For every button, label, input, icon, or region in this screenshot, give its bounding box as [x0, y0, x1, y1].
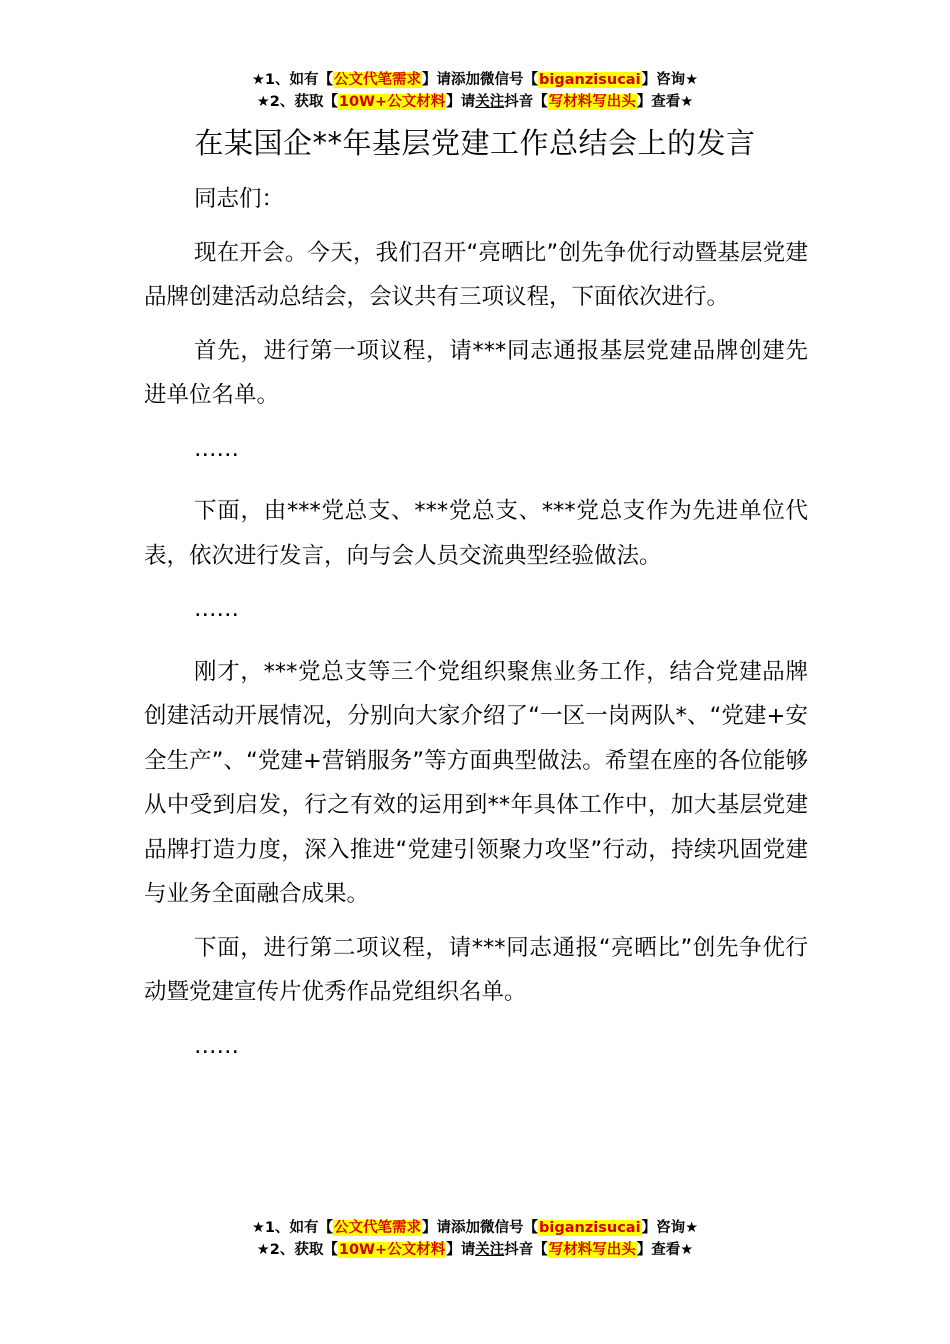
banner-line-2: ★2、获取【10W+公文材料】请关注抖音【写材料写出头】查看★ — [256, 94, 694, 110]
paragraph-agenda-1: 首先，进行第一项议程，请***同志通报基层党建品牌创建先进单位名单。 — [144, 337, 808, 408]
highlight-service: 公文代笔需求 — [334, 72, 422, 88]
footer-highlight-wechat-id: biganzisucai — [539, 1220, 641, 1236]
banner-line-1: ★1、如有【公文代笔需求】请添加微信号【biganzisucai】咨询★ — [251, 72, 699, 88]
paragraph-summary: 刚才，***党总支等三个党组织聚焦业务工作，结合党建品牌创建活动开展情况，分别向大家介绍了“一区一岗两队*、“党建+安全生产”、“党建+营销服务”等方面典型做法。希望在座的各位能够从中受到启发，行之有效的运用到**年具体工作中，加大基层党建品牌打造力度，深入推进“党建引领聚力攻坚”行动，持续巩固党建与业务全面融合成果。 — [144, 658, 808, 907]
footer-banner-line-1: ★1、如有【公文代笔需求】请添加微信号【biganzisucai】咨询★ — [251, 1220, 699, 1236]
document-title: 在某国企**年基层党建工作总结会上的发言 — [194, 126, 756, 160]
document-body — [144, 177, 808, 1086]
paragraph-speeches: 下面，由***党总支、***党总支、***党总支作为先进单位代表，依次进行发言，向与会人员交流典型经验做法。 — [144, 498, 808, 569]
footer-highlight-account: 写材料写出头 — [548, 1242, 636, 1258]
header-banner — [0, 69, 950, 113]
highlight-wechat-id: biganzisucai — [539, 72, 641, 88]
footer-highlight-service: 公文代笔需求 — [334, 1220, 422, 1236]
ellipsis-1: …… — [194, 435, 239, 462]
footer-banner-line-2: ★2、获取【10W+公文材料】请关注抖音【写材料写出头】查看★ — [256, 1242, 694, 1258]
paragraph-opening: 现在开会。今天，我们召开“亮晒比”创先争优行动暨基层党建品牌创建活动总结会，会议共有三项议程，下面依次进行。 — [144, 239, 808, 310]
ellipsis-2: …… — [194, 596, 239, 622]
ellipsis-3: …… — [194, 1032, 239, 1059]
highlight-account: 写材料写出头 — [548, 94, 636, 110]
paragraph-agenda-2: 下面，进行第二项议程，请***同志通报“亮晒比”创先争优行动暨党建宣传片优秀作品党组织名单。 — [144, 934, 808, 1005]
footer-highlight-materials: 10W+公文材料 — [338, 1242, 446, 1258]
footer-banner — [0, 1217, 950, 1261]
salutation: 同志们： — [194, 186, 285, 212]
highlight-materials: 10W+公文材料 — [338, 94, 446, 110]
